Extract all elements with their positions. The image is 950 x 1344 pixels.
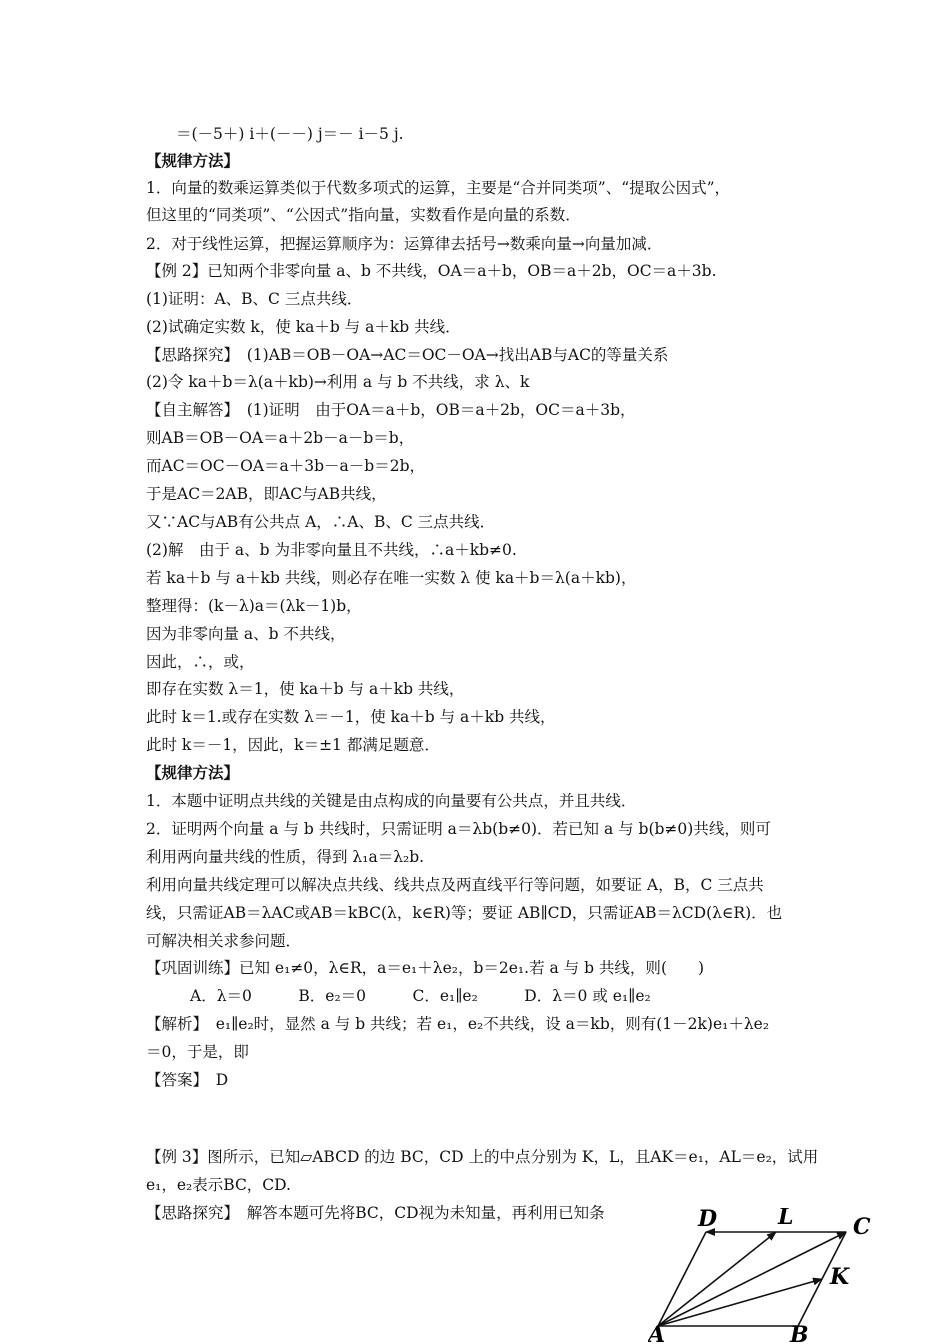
text-line: 1．向量的数乘运算类似于代数多项式的运算，主要是“合并同类项”、“提取公因式”，: [146, 179, 731, 197]
text-line: 【思路探究】 解答本题可先将BC，CD视为未知量，再利用已知条: [146, 1204, 605, 1222]
section-heading: 【规律方法】: [146, 763, 240, 782]
text-line: 于是AC＝2AB，即AC与AB共线，: [146, 485, 387, 503]
vector-ak: [658, 1279, 822, 1326]
text-line: 此时 k＝1.或存在实数 λ＝－1，使 ka＋b 与 a＋kb 共线，: [146, 708, 556, 726]
label-b: B: [790, 1322, 809, 1344]
exercise-heading: 【巩固训练】已知 e₁≠0，λ∈R，a＝e₁＋λe₂，b＝2e₁.若 a 与 b 共线，则( ): [146, 959, 705, 977]
text-line: 即存在实数 λ＝1，使 ka＋b 与 a＋kb 共线，: [146, 680, 465, 698]
text-line: (2)解 由于 a、b 为非零向量且不共线，∴a＋kb≠0.: [146, 541, 517, 559]
text-line: 2．对于线性运算，把握运算顺序为：运算律去括号→数乘向量→向量加减．: [146, 235, 663, 253]
text-line: 【解析】 e₁∥e₂时，显然 a 与 b 共线；若 e₁，e₂不共线，设 a＝kb，则有(1－2k)e₁＋λe₂: [146, 1015, 770, 1033]
text-line: 线，只需证AB＝λAC或AB＝kBC(λ，k∈R)等；要证 AB∥CD，只需证AB＝λCD(λ∈R)．也: [146, 904, 783, 922]
text-line: 1．本题中证明点共线的关键是由点构成的向量要有公共点，并且共线．: [146, 792, 637, 810]
text-line: 【自主解答】 (1)证明 由于OA＝a＋b，OB＝a＋2b，OC＝a＋3b，: [146, 401, 636, 419]
text-line: 2．证明两个向量 a 与 b 共线时，只需证明 a＝λb(b≠0)．若已知 a 与 b(b≠0)共线，则可: [146, 820, 771, 838]
parallelogram-diagram: [648, 1208, 878, 1344]
text-line: ＝0，于是，即: [146, 1043, 249, 1061]
text-line: 可解决相关求参问题．: [146, 932, 302, 950]
label-d: D: [698, 1208, 718, 1232]
label-k: K: [830, 1264, 850, 1290]
text-line: e₁，e₂表示BC，CD.: [146, 1176, 291, 1194]
label-l: L: [778, 1208, 794, 1230]
section-heading: 【规律方法】: [146, 151, 240, 170]
text-line: 而AC＝OC－OA＝a＋3b－a－b＝2b，: [146, 457, 425, 475]
answer-line: 【答案】 D: [146, 1071, 229, 1089]
text-line: 因为非零向量 a、b 不共线，: [146, 625, 346, 643]
text-line: (2)令 ka＋b＝λ(a＋kb)→利用 a 与 b 不共线，求 λ、k: [146, 373, 530, 391]
example-heading: 【例 3】图所示，已知▱ABCD 的边 BC，CD 上的中点分别为 K，L，且AK＝e₁，AL＝e₂，试用: [146, 1148, 819, 1166]
text-line: 【思路探究】 (1)AB＝OB－OA→AC＝OC－OA→找出AB与AC的等量关系: [146, 346, 669, 364]
text-line: 又∵AC与AB有公共点 A，∴A、B、C 三点共线．: [146, 513, 496, 531]
text-line: 因此，∴，或，: [146, 653, 255, 671]
text-line: 若 ka＋b 与 a＋kb 共线，则必存在唯一实数 λ 使 ka＋b＝λ(a＋kb)，: [146, 569, 637, 587]
vector-ac: [658, 1232, 846, 1326]
text-line: ＝(－5＋) i＋(－－) j＝－ i－5 j.: [176, 125, 404, 143]
label-c: C: [853, 1214, 871, 1240]
example-heading: 【例 2】已知两个非零向量 a、b 不共线，OA＝a＋b，OB＝a＋2b，OC＝a＋3b.: [146, 262, 717, 280]
answer-options: A．λ＝0 B．e₂＝0 C．e₁∥e₂ D．λ＝0 或 e₁∥e₂: [190, 987, 651, 1005]
text-line: (2)试确定实数 k，使 ka＋b 与 a＋kb 共线．: [146, 318, 461, 336]
segment-ad: [658, 1232, 706, 1326]
text-line: (1)证明：A、B、C 三点共线．: [146, 290, 363, 308]
text-line: 整理得：(k－λ)a＝(λk－1)b，: [146, 597, 362, 615]
text-line: 此时 k＝－1，因此，k＝±1 都满足题意．: [146, 736, 440, 754]
label-a: A: [648, 1322, 666, 1344]
text-line: 利用两向量共线的性质，得到 λ₁a＝λ₂b.: [146, 848, 425, 866]
text-line: 则AB＝OB－OA＝a＋2b－a－b＝b，: [146, 429, 415, 447]
text-line: 利用向量共线定理可以解决点共线、线共点及两直线平行等问题，如要证 A，B，C 三点共: [146, 876, 764, 894]
text-line: 但这里的“同类项”、“公因式”指向量，实数看作是向量的系数．: [146, 206, 581, 224]
vector-al: [658, 1232, 776, 1326]
